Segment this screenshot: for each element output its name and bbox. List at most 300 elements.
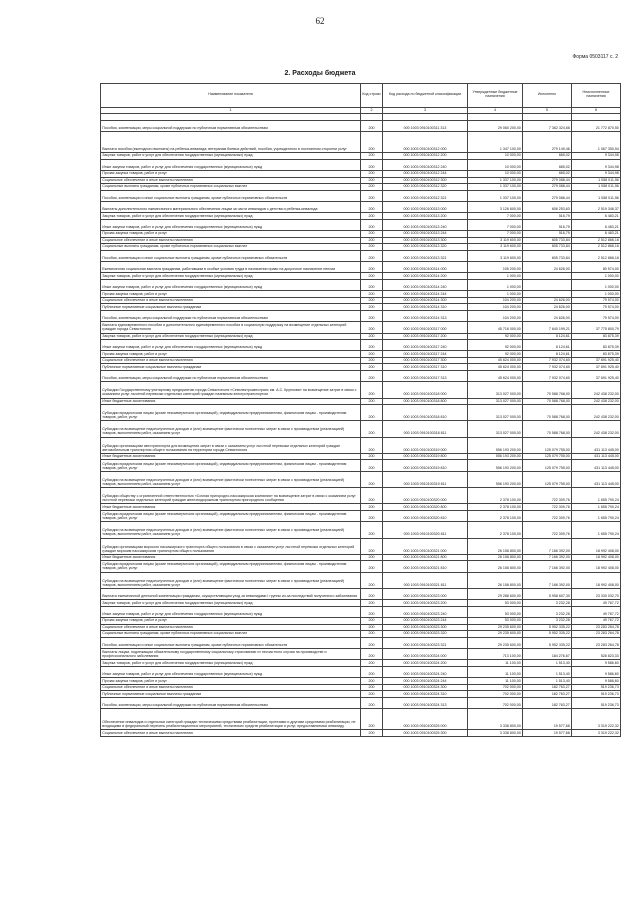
row-executed: 125 079 755,00 (523, 460, 572, 471)
row-name: Социальные выплаты гражданам, кроме публичных нормативных социальных выплат (101, 184, 361, 190)
row-name: Субсидии на возмещение недополученных доходов и (или) возмещение фактически понесенных затрат в связи с производством (реализацией) товаров, выполнением работ, оказанием услуг (101, 572, 361, 588)
row-classification-code: 000 1003 0910100314 000 (383, 262, 468, 273)
row-executed: 19 577,68 (523, 709, 572, 730)
row-remaining: 2 512 866,16 (572, 244, 621, 250)
row-classification-code: 000 1003 0910100314 310 (383, 304, 468, 310)
row-executed (523, 279, 572, 290)
row-classification-code: 000 1003 0910100324 244 (383, 678, 468, 684)
row-name: Пособия, компенсации и иные социальные выплаты гражданам, кроме публичных нормативных обязательств (101, 190, 361, 201)
row-name: Выплаты лицам, подлежащим обязательному государственному социальному страхованию от несчастного случая на производстве и профессионального заболевания (101, 649, 361, 660)
row-remaining: 242 438 232,00 (572, 405, 621, 421)
row-name: Иные закупки товаров, работ и услуг для обеспечения государственных (муниципальных) нужд (101, 666, 361, 677)
row-remaining: 79 574,00 (572, 310, 621, 321)
row-classification-code: 000 1003 0910100319 811 (383, 471, 468, 487)
row-remaining: 37 691 925,40 (572, 370, 621, 381)
row-line-code: 200 (361, 510, 383, 521)
row-executed: 722 309,76 (523, 510, 572, 521)
row-classification-code: 000 1003 0910100324 200 (383, 660, 468, 666)
row-line-code: 200 (361, 709, 383, 730)
header-classification-code: Код расхода по бюджетной классификации (383, 84, 468, 108)
row-executed: 7 166 392,00 (523, 561, 572, 572)
row-classification-code: 000 1003 0910100323 244 (383, 618, 468, 624)
row-name: Субсидии юридическим лицам (кроме некоммерческих организаций), индивидуальным предпринимателям, физическим лицам - производителям товаров, работ, услуг (101, 460, 361, 471)
row-remaining: 519 236,73 (572, 697, 621, 708)
row-approved: 53 000,00 (468, 606, 523, 617)
row-name: Социальное обеспечение и иные выплаты населению (101, 237, 361, 243)
row-executed: 605 733,84 (523, 250, 572, 261)
table-row (101, 190, 621, 201)
row-executed: 184 276,67 (523, 649, 572, 660)
row-line-code: 200 (361, 159, 383, 170)
row-remaining: 9 344,98 (572, 153, 621, 159)
row-line-code: 200 (361, 364, 383, 370)
row-line-code: 200 (361, 666, 383, 677)
row-line-code: 200 (361, 310, 383, 321)
row-remaining: 1 058 011,56 (572, 190, 621, 201)
row-classification-code: 000 1003 0910100319 800 (383, 453, 468, 459)
row-executed: 5 952 335,22 (523, 631, 572, 637)
table-row (101, 279, 621, 290)
row-name: Пособия, компенсации, меры социальной поддержки по публичным нормативным обязательствам (101, 370, 361, 381)
row-remaining: 18 992 408,00 (572, 572, 621, 588)
row-name: Субсидии организациям морского пассажирского транспорта общего пользования в связи с оказанием услуг льготной перевозки отдельных категорий граждан морским пассажирским транспортом общего пользования (101, 538, 361, 554)
row-line-code: 200 (361, 697, 383, 708)
row-approved: 1 000,00 (468, 279, 523, 290)
row-classification-code: 000 1003 0910100313 300 (383, 237, 468, 243)
budget-expenses-table (100, 83, 621, 737)
row-approved: 7 000,00 (468, 213, 523, 219)
section-title: 2. Расходы бюджета (284, 70, 356, 77)
row-remaining: 79 574,00 (572, 304, 621, 310)
row-name: Социальное обеспечение и иные выплаты населению (101, 684, 361, 690)
row-remaining: 9 586,60 (572, 666, 621, 677)
row-executed: 279 088,44 (523, 184, 572, 190)
row-classification-code: 000 1003 0910100320 000 (383, 488, 468, 504)
row-line-code: 200 (361, 405, 383, 421)
row-remaining: 431 113 445,00 (572, 460, 621, 471)
row-executed: 665,02 (523, 153, 572, 159)
table-row (101, 262, 621, 273)
row-name: Социальное обеспечение и иные выплаты населению (101, 297, 361, 303)
row-classification-code: 000 1003 0910100318 000 (383, 382, 468, 398)
row-line-code: 200 (361, 660, 383, 666)
row-remaining: 37 691 925,40 (572, 357, 621, 363)
row-name: Иные закупки товаров, работ и услуг для обеспечения государственных (муниципальных) нужд (101, 279, 361, 290)
row-executed: 516,79 (523, 219, 572, 230)
row-classification-code: 000 1003 0910100320 811 (383, 522, 468, 538)
row-approved: 105 200,00 (468, 262, 523, 273)
row-classification-code: 000 1003 0910100324 313 (383, 697, 468, 708)
row-name: Пособия, компенсации, меры социальной поддержки по публичным нормативным обязательствам (101, 120, 361, 131)
row-executed: 605 733,84 (523, 237, 572, 243)
row-executed: 24 626,00 (523, 310, 572, 321)
header-remaining: Неисполненные назначения (572, 84, 621, 108)
row-approved: 3 119 600,00 (468, 250, 523, 261)
row-approved: 2 378 100,00 (468, 504, 523, 510)
row-classification-code: 000 1003 0910100320 810 (383, 510, 468, 521)
row-classification-code: 000 1003 0910100314 313 (383, 310, 468, 321)
row-approved: 713 100,00 (468, 649, 523, 660)
row-classification-code: 000 1003 0910100312 000 (383, 132, 468, 153)
row-executed: 24 626,00 (523, 304, 572, 310)
row-classification-code: 000 1003 0910100314 240 (383, 279, 468, 290)
header-approved: Утвержденные бюджетные назначения (468, 84, 523, 108)
row-remaining: 49 767,72 (572, 600, 621, 606)
row-remaining: 23 283 264,78 (572, 637, 621, 648)
row-line-code: 200 (361, 213, 383, 219)
row-line-code: 200 (361, 730, 383, 736)
table-row (101, 421, 621, 437)
row-remaining: 242 438 232,00 (572, 398, 621, 404)
row-remaining: 2 512 866,16 (572, 250, 621, 261)
row-remaining: 1 000,00 (572, 291, 621, 297)
row-name: Социальные выплаты гражданам, кроме публичных нормативных социальных выплат (101, 631, 361, 637)
row-line-code: 200 (361, 572, 383, 588)
row-line-code: 200 (361, 171, 383, 177)
row-executed: 665,02 (523, 171, 572, 177)
row-remaining: 9 344,98 (572, 159, 621, 170)
row-executed: 7 166 392,00 (523, 572, 572, 588)
row-classification-code: 000 1003 0910100312 300 (383, 177, 468, 183)
row-approved: 29 235 600,00 (468, 631, 523, 637)
row-executed: 605 733,84 (523, 244, 572, 250)
row-remaining: 519 236,73 (572, 691, 621, 697)
row-name: Иные бюджетные ассигнования (101, 554, 361, 560)
row-executed: 70 588 768,00 (523, 398, 572, 404)
row-approved: 1 337 100,00 (468, 190, 523, 201)
row-remaining: 3 319 222,32 (572, 730, 621, 736)
row-approved: 92 000,00 (468, 333, 523, 339)
row-executed: 722 309,76 (523, 488, 572, 504)
row-line-code: 200 (361, 606, 383, 617)
table-row (101, 666, 621, 677)
row-name: Социальное обеспечение и иные выплаты населению (101, 624, 361, 630)
table-body (101, 114, 621, 737)
row-line-code: 200 (361, 437, 383, 453)
row-name: Закупка товаров, работ и услуг для обеспечения государственных (муниципальных) нужд (101, 153, 361, 159)
row-name: Социальное обеспечение и иные выплаты населению (101, 177, 361, 183)
table-row (101, 649, 621, 660)
row-approved: 10 000,00 (468, 171, 523, 177)
row-name: Иные бюджетные ассигнования (101, 398, 361, 404)
row-line-code: 200 (361, 370, 383, 381)
row-line-code: 200 (361, 398, 383, 404)
row-name: Иные бюджетные ассигнования (101, 504, 361, 510)
column-number-row (101, 107, 621, 114)
row-executed: 722 309,76 (523, 522, 572, 538)
table-row (101, 310, 621, 321)
row-approved: 3 126 600,00 (468, 201, 523, 212)
row-approved: 556 193 200,00 (468, 460, 523, 471)
table-row (101, 488, 621, 504)
row-executed: 19 577,68 (523, 730, 572, 736)
row-line-code: 200 (361, 279, 383, 290)
row-name: Субсидии юридическим лицам (кроме некоммерческих организаций), индивидуальным предпринимателям, физическим лицам - производителям товаров, работ, услуг (101, 405, 361, 421)
row-remaining: 431 113 445,00 (572, 471, 621, 487)
row-line-code: 200 (361, 382, 383, 398)
row-approved: 702 000,00 (468, 691, 523, 697)
row-classification-code: 000 1003 0910100312 244 (383, 171, 468, 177)
row-classification-code: 000 1003 0910100312 320 (383, 184, 468, 190)
row-name: Закупка товаров, работ и услуг для обеспечения государственных (муниципальных) нужд (101, 600, 361, 606)
table-row (101, 460, 621, 471)
row-classification-code: 000 1003 0910100321 811 (383, 572, 468, 588)
row-remaining: 23 330 032,70 (572, 588, 621, 599)
row-line-code: 200 (361, 120, 383, 131)
row-classification-code: 000 1003 0910100313 320 (383, 244, 468, 250)
row-name: Прочая закупка товаров, работ и услуг (101, 618, 361, 624)
row-line-code: 200 (361, 244, 383, 250)
row-remaining: 1 000,00 (572, 273, 621, 279)
header-executed: Исполнено (523, 84, 572, 108)
row-name: Публичные нормативные социальные выплаты гражданам (101, 304, 361, 310)
row-executed: 606 253,63 (523, 201, 572, 212)
row-name: Прочая закупка товаров, работ и услуг (101, 291, 361, 297)
row-line-code: 200 (361, 357, 383, 363)
row-line-code: 200 (361, 649, 383, 660)
row-approved: 26 158 800,00 (468, 554, 523, 560)
row-approved: 45 624 000,00 (468, 364, 523, 370)
row-line-code: 200 (361, 322, 383, 333)
table-row (101, 340, 621, 351)
row-executed: 5 952 335,22 (523, 624, 572, 630)
row-line-code: 200 (361, 453, 383, 459)
row-name: Прочая закупка товаров, работ и услуг (101, 171, 361, 177)
row-line-code: 200 (361, 504, 383, 510)
row-executed: 3 232,28 (523, 606, 572, 617)
row-approved: 45 624 000,00 (468, 370, 523, 381)
row-executed: 7 166 392,00 (523, 538, 572, 554)
row-remaining: 2 512 866,16 (572, 237, 621, 243)
row-executed: 125 079 755,00 (523, 437, 572, 453)
row-remaining: 83 875,39 (572, 351, 621, 357)
table-row (101, 437, 621, 453)
row-name: Субсидии организациям автотранспорта для возмещения затрат в связи с оказанием услуг льготной перевозки отдельных категорий граждан автомобильным транспортом общего пользования на территории города Севастополя (101, 437, 361, 453)
form-code: Форма 0503117 с. 2 (572, 54, 618, 60)
row-name: Выплата единовременного пособия и дополнительного единовременного пособия в социальную поддержку на возмещение отдельных категорий граждан города Севастополя (101, 322, 361, 333)
header-line-code: Код строки (361, 84, 383, 108)
row-approved: 3 338 800,00 (468, 730, 523, 736)
row-executed: 182 763,27 (523, 684, 572, 690)
row-executed: 7 932 074,60 (523, 357, 572, 363)
row-classification-code: 000 1003 0910100318 811 (383, 421, 468, 437)
row-approved: 7 000,00 (468, 219, 523, 230)
row-classification-code: 000 1003 0910100324 310 (383, 691, 468, 697)
row-executed: 125 079 755,00 (523, 453, 572, 459)
row-name: Закупка товаров, работ и услуг для обеспечения государственных (муниципальных) нужд (101, 333, 361, 339)
column-number: 1 (101, 107, 361, 114)
row-executed: 665,02 (523, 159, 572, 170)
row-name: Пособия, компенсации, меры социальной поддержки по публичным нормативным обязательствам (101, 310, 361, 321)
table-row (101, 637, 621, 648)
row-line-code: 200 (361, 488, 383, 504)
row-executed: 8 124,61 (523, 351, 572, 357)
row-approved: 53 000,00 (468, 600, 523, 606)
row-executed: 1 513,40 (523, 660, 572, 666)
row-approved: 702 000,00 (468, 684, 523, 690)
row-approved: 11 100,00 (468, 678, 523, 684)
row-classification-code: 000 1003 0910100323 321 (383, 637, 468, 648)
row-classification-code: 000 1003 0910100314 200 (383, 273, 468, 279)
row-remaining: 9 344,98 (572, 171, 621, 177)
row-classification-code: 000 1003 0910100319 810 (383, 460, 468, 471)
row-executed: 7 640 199,21 (523, 322, 572, 333)
row-classification-code: 000 1003 0910100320 800 (383, 504, 468, 510)
row-classification-code: 000 1003 0910100323 200 (383, 600, 468, 606)
row-classification-code: 000 1003 0910100317 300 (383, 357, 468, 363)
table-row (101, 382, 621, 398)
row-executed: 24 626,00 (523, 297, 572, 303)
table-row (101, 219, 621, 230)
row-approved: 313 027 000,00 (468, 382, 523, 398)
row-approved: 26 158 800,00 (468, 561, 523, 572)
row-line-code: 200 (361, 561, 383, 572)
row-remaining: 6 483,21 (572, 231, 621, 237)
row-approved: 1 337 100,00 (468, 177, 523, 183)
row-line-code: 200 (361, 250, 383, 261)
row-classification-code: 000 1003 0910100323 300 (383, 624, 468, 630)
row-line-code: 200 (361, 219, 383, 230)
row-name: Субсидии на возмещение недополученных доходов и (или) возмещение фактически понесенных затрат в связи с производством (реализацией) товаров, выполнением работ, оказанием услуг (101, 522, 361, 538)
row-name: Закупка товаров, работ и услуг для обеспечения государственных (муниципальных) нужд (101, 660, 361, 666)
row-executed: 722 309,76 (523, 504, 572, 510)
row-approved: 2 378 100,00 (468, 488, 523, 504)
row-executed: 70 588 768,00 (523, 421, 572, 437)
row-executed: 3 232,28 (523, 618, 572, 624)
row-classification-code: 000 1003 0910100324 240 (383, 666, 468, 677)
row-approved: 104 200,00 (468, 310, 523, 321)
row-remaining: 37 691 925,40 (572, 364, 621, 370)
row-line-code: 200 (361, 588, 383, 599)
row-name: Закупка товаров, работ и услуг для обеспечения государственных (муниципальных) нужд (101, 213, 361, 219)
row-line-code: 200 (361, 678, 383, 684)
row-line-code: 200 (361, 262, 383, 273)
row-executed: 8 124,61 (523, 340, 572, 351)
row-executed: 70 588 768,00 (523, 405, 572, 421)
table-row (101, 709, 621, 730)
row-line-code: 200 (361, 237, 383, 243)
table-row (101, 405, 621, 421)
row-remaining: 9 586,60 (572, 678, 621, 684)
row-remaining: 1 058 011,56 (572, 177, 621, 183)
row-classification-code: 000 1003 0910100312 240 (383, 159, 468, 170)
table-row (101, 730, 621, 736)
row-approved: 11 100,00 (468, 666, 523, 677)
row-name: Публичные нормативные социальные выплаты гражданам (101, 691, 361, 697)
row-name: Выплата ежемесячной денежной компенсации гражданам, осуществляющим уход за инвалидами I группы из-за последствий полученного заболевания (101, 588, 361, 599)
row-line-code: 200 (361, 190, 383, 201)
row-line-code: 200 (361, 231, 383, 237)
row-name: Иные закупки товаров, работ и услуг для обеспечения государственных (муниципальных) нужд (101, 219, 361, 230)
row-executed: 279 149,46 (523, 132, 572, 153)
row-name: Закупка товаров, работ и услуг для обеспечения государственных (муниципальных) нужд (101, 273, 361, 279)
row-remaining: 6 483,21 (572, 219, 621, 230)
row-approved: 556 193 200,00 (468, 453, 523, 459)
row-approved: 10 000,00 (468, 159, 523, 170)
row-line-code: 200 (361, 600, 383, 606)
row-classification-code: 000 1003 0910100311 313 (383, 120, 468, 131)
row-line-code: 200 (361, 304, 383, 310)
row-name: Публичные нормативные социальные выплаты гражданам (101, 364, 361, 370)
row-line-code: 200 (361, 297, 383, 303)
row-executed: 7 932 074,60 (523, 370, 572, 381)
row-line-code: 200 (361, 177, 383, 183)
row-line-code: 200 (361, 471, 383, 487)
row-line-code: 200 (361, 201, 383, 212)
column-number: 5 (523, 107, 572, 114)
row-classification-code: 000 1003 0910100321 000 (383, 538, 468, 554)
row-approved: 7 000,00 (468, 231, 523, 237)
row-line-code: 200 (361, 340, 383, 351)
row-approved: 29 235 600,00 (468, 624, 523, 630)
row-remaining: 79 574,00 (572, 297, 621, 303)
row-classification-code: 000 1003 0910100317 240 (383, 340, 468, 351)
row-remaining: 1 655 790,24 (572, 504, 621, 510)
row-classification-code: 000 1003 0910100313 321 (383, 250, 468, 261)
row-name: Прочая закупка товаров, работ и услуг (101, 678, 361, 684)
row-line-code: 200 (361, 333, 383, 339)
column-number: 2 (361, 107, 383, 114)
row-line-code: 200 (361, 637, 383, 648)
row-classification-code: 000 1003 0910100321 800 (383, 554, 468, 560)
header-indicator-name: Наименование показателя (101, 84, 361, 108)
row-executed: 1 513,40 (523, 678, 572, 684)
row-name: Субсидии Государственному унитарному предприятию города Севастополя «Севэлектроавтотранс им. А.С. Крупнова» на возмещение затрат в связи с оказанием услуг льготной перевозки отдельных категорий граждан наземным электротранспортом (101, 382, 361, 398)
row-executed: 70 588 768,00 (523, 382, 572, 398)
table-row (101, 159, 621, 170)
row-executed: 279 088,44 (523, 177, 572, 183)
row-line-code: 200 (361, 631, 383, 637)
row-name: Субсидии обществу с ограниченной ответственностью «Сочная пригородно-пассажирская компания» на возмещение затрат в связи с оказанием услуг льготной перевозки отдельных категорий граждан железнодорожным транспортом пригородного сообщения (101, 488, 361, 504)
table-row (101, 697, 621, 708)
row-remaining: 37 775 800,79 (572, 322, 621, 333)
row-line-code: 200 (361, 618, 383, 624)
row-name: Субсидии на возмещение недополученных доходов и (или) возмещение фактически понесенных затрат в связи с производством (реализацией) товаров, выполнением работ, оказанием услуг (101, 421, 361, 437)
table-row (101, 120, 621, 131)
row-executed: 3 232,28 (523, 600, 572, 606)
row-executed: 7 932 074,60 (523, 364, 572, 370)
row-classification-code: 000 1003 0910100317 000 (383, 322, 468, 333)
row-executed: 125 079 755,00 (523, 471, 572, 487)
row-executed: 7 362 324,66 (523, 120, 572, 131)
row-remaining: 23 283 264,78 (572, 624, 621, 630)
row-remaining: 1 655 790,24 (572, 522, 621, 538)
row-approved: 92 000,00 (468, 351, 523, 357)
row-classification-code: 000 1003 0910100321 810 (383, 561, 468, 572)
row-line-code: 200 (361, 184, 383, 190)
row-remaining: 431 113 445,00 (572, 437, 621, 453)
row-name: Социальное обеспечение и иные выплаты населению (101, 730, 361, 736)
row-remaining: 80 574,00 (572, 262, 621, 273)
row-approved: 2 378 100,00 (468, 522, 523, 538)
row-name: Социальные выплаты гражданам, кроме публичных нормативных социальных выплат (101, 244, 361, 250)
row-remaining: 1 655 790,24 (572, 488, 621, 504)
row-remaining: 431 113 445,00 (572, 453, 621, 459)
row-name: Иные бюджетные ассигнования (101, 453, 361, 459)
column-number: 6 (572, 107, 621, 114)
row-name: Выплаты дополнительного ежемесячного материального обеспечения лицам за части инвалидов с детства и ребенка-инвалида (101, 201, 361, 212)
row-remaining: 242 438 232,00 (572, 421, 621, 437)
row-approved: 92 000,00 (468, 340, 523, 351)
row-remaining: 6 483,21 (572, 213, 621, 219)
row-approved: 53 000,00 (468, 618, 523, 624)
row-executed: 182 763,27 (523, 697, 572, 708)
row-classification-code: 000 1003 0910100323 000 (383, 588, 468, 599)
row-executed: 5 952 335,22 (523, 637, 572, 648)
row-executed: 8 124,61 (523, 333, 572, 339)
row-approved: 1 337 100,00 (468, 184, 523, 190)
row-classification-code: 000 1003 0910100313 000 (383, 201, 468, 212)
